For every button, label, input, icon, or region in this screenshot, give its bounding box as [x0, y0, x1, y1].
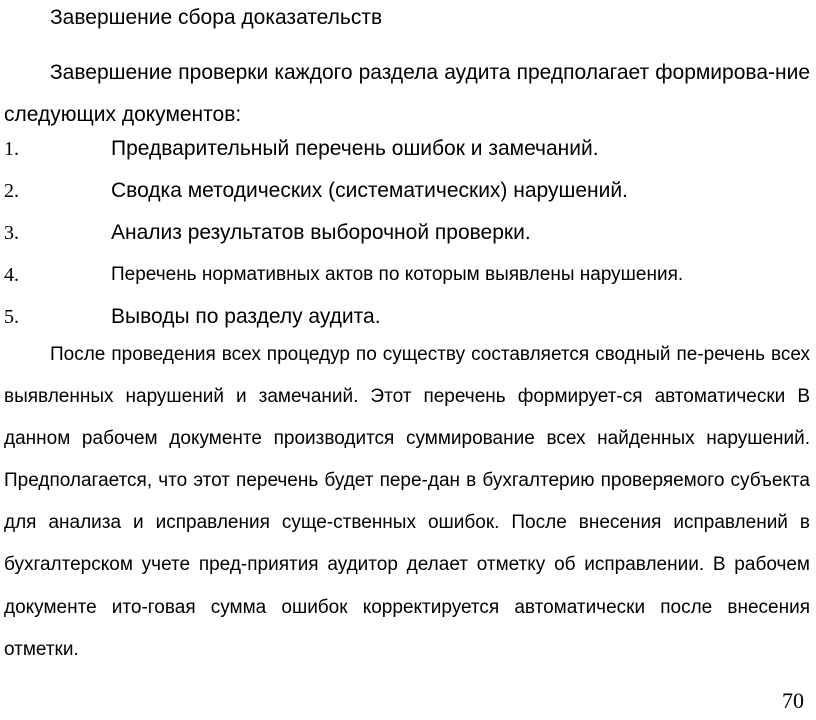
- document-list: [4, 128, 810, 338]
- list-item: [4, 170, 810, 212]
- list-item: [4, 128, 810, 170]
- page-number: 70: [782, 688, 804, 713]
- list-item-text: Выводы по разделу аудита.: [111, 305, 381, 328]
- list-item-text: Анализ результатов выборочной проверки.: [111, 221, 531, 244]
- list-item: [4, 254, 810, 296]
- body-paragraph: После проведения всех процедур по существу составляется сводный пе-речень всех выявленных нарушений и замечаний. Этот перечень формирует-ся автоматически В данном рабочем документе производится суммирование всех найденных нарушений. Предполагается, что этот перечень будет пере-дан в бухгалтерию проверяемого субъекта для анализа и исправления суще-ственных ошибок. После внесения исправлений в бухгалтерском учете пред-приятия аудитор делает отметку об исправлении. В рабочем документе ито-говая сумма ошибок корректируется автоматически после внесения отметки.: [4, 344, 810, 660]
- list-item: [4, 212, 810, 254]
- intro-paragraph: Завершение проверки каждого раздела аудита предполагает формирова-ние следующих документов:: [4, 61, 810, 126]
- list-item-number: 2.: [4, 180, 19, 202]
- list-item-number: 5.: [4, 306, 19, 328]
- list-item: [4, 296, 810, 338]
- section-heading: Завершение сбора доказательств: [50, 6, 383, 29]
- list-item-text: Перечень нормативных актов по которым выявлены нарушения.: [111, 264, 684, 285]
- list-item-number: 3.: [4, 222, 19, 244]
- list-item-text: Сводка методических (систематических) нарушений.: [111, 179, 628, 202]
- list-item-text: Предварительный перечень ошибок и замечаний.: [111, 137, 599, 160]
- list-item-number: 4.: [4, 264, 19, 286]
- list-item-number: 1.: [4, 138, 19, 160]
